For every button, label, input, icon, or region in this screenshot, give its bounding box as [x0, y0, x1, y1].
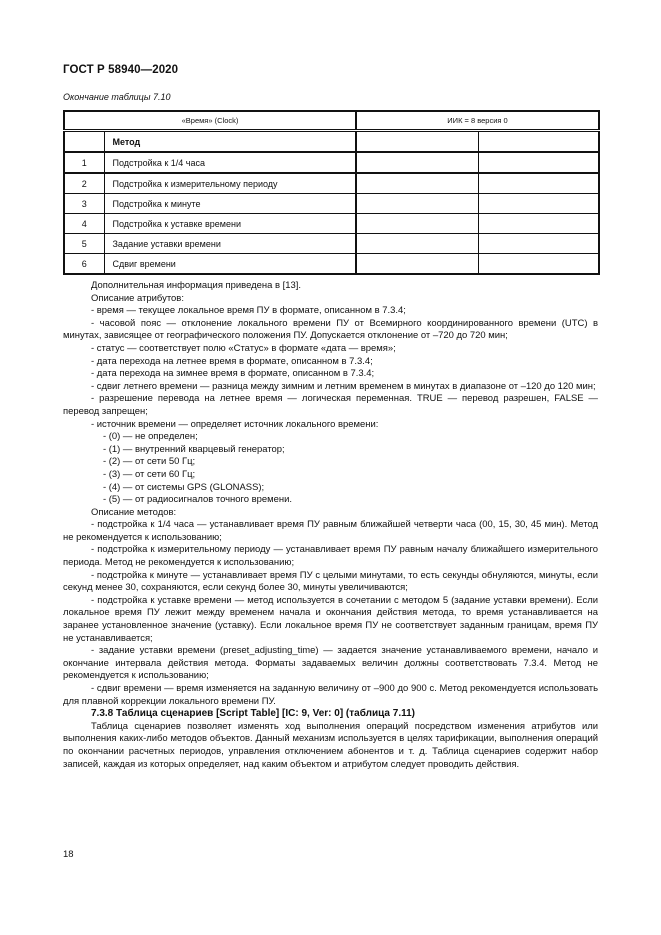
empty-cell — [478, 131, 599, 153]
section-heading: 7.3.8 Таблица сценариев [Script Table] [IC: 9, Ver: 0] (таблица 7.11) — [91, 708, 415, 720]
empty-cell — [478, 254, 599, 275]
row-number: 5 — [64, 234, 104, 254]
empty-cell — [478, 214, 599, 234]
methods-title: Описание методов: — [91, 506, 177, 518]
attribute-item: - источник времени — определяет источник локального времени: — [91, 418, 379, 430]
empty-cell — [356, 254, 478, 275]
source-item: - (0) — не определен; — [103, 431, 198, 443]
empty-cell — [478, 152, 599, 173]
row-method: Подстройка к минуте — [104, 194, 356, 214]
section-paragraph: Таблица сценариев позволяет изменять ход выполнения операций посредством изменения атрибутов или выполнения каких-либо методов объектов. Данный механизм используется в целях тарификации, выполнения операций по окончании расчетных периодов, управления отключением абонентов и т. д. Таблица сценариев содержит набор записей, каждая из которых определяет, над каким объектом и атрибутом следует проводить действия. — [63, 720, 598, 770]
empty-cell — [356, 152, 478, 173]
row-number: 3 — [64, 194, 104, 214]
empty-cell — [356, 194, 478, 214]
method-header-cell: Метод — [104, 131, 356, 153]
empty-cell — [356, 173, 478, 194]
method-item: - подстройка к измерительному периоду — устанавливает время ПУ равным началу ближайшего измерительного периода. Метод не рекомендуется к использованию; — [63, 544, 598, 569]
attribute-item: - разрешение перевода на летнее время — логическая переменная. TRUE — перевод разрешен, FALSE — перевод запрещен; — [63, 393, 598, 417]
method-header-row — [64, 131, 599, 153]
empty-cell — [356, 131, 478, 153]
methods-table — [63, 110, 600, 275]
row-number: 2 — [64, 173, 104, 194]
page-number: 18 — [63, 849, 74, 860]
source-item: - (4) — от системы GPS (GLONASS); — [103, 481, 265, 493]
row-method: Задание уставки времени — [104, 234, 356, 254]
table-row — [64, 173, 599, 194]
method-item: - задание уставки времени (preset_adjusting_time) — задается значение устанавливаемого времени, начало и окончание интервала действия метода. Форматы задаваемых величин должны соответствовать 7.3.4. Метод не рекомендуется к использованию; — [63, 645, 598, 682]
source-item: - (3) — от сети 60 Гц; — [103, 468, 196, 480]
table-row — [64, 194, 599, 214]
attribute-item: - дата перехода на зимнее время в формате, описанном в 7.3.4; — [91, 368, 375, 380]
document-header: ГОСТ Р 58940—2020 — [63, 64, 179, 76]
method-item: - подстройка к 1/4 часа — устанавливает время ПУ равным ближайшей четверти часа (00, 15, 30, 45 мин). Метод не рекомендуется к использованию; — [63, 519, 598, 543]
attribute-item: - дата перехода на летнее время в формате, описанном в 7.3.4; — [91, 355, 373, 367]
attributes-title: Описание атрибутов: — [91, 292, 184, 304]
method-item: - сдвиг времени — время изменяется на заданную величину от –900 до 900 с. Метод рекомендуется использовать для плавной коррекции локального времени ПУ. — [63, 683, 598, 707]
attribute-item: - статус — соответствует полю «Статус» в формате «дата — время»; — [91, 342, 396, 354]
attribute-item: - сдвиг летнего времени — разница между зимним и летним временем в минутах в диапазоне от –120 до 120 мин; — [91, 380, 596, 392]
empty-cell — [356, 234, 478, 254]
attribute-item: - время — текущее локальное время ПУ в формате, описанном в 7.3.4; — [91, 305, 406, 317]
source-item: - (5) — от радиосигналов точного времени. — [103, 494, 292, 506]
row-method: Подстройка к 1/4 часа — [104, 152, 356, 173]
row-number: 6 — [64, 254, 104, 275]
attribute-item: - часовой пояс — отклонение локального времени ПУ от Всемирного координированного времени (UTC) в минутах, зависящее от географического положения ПУ. Допускается отклонение от –720 до 720 мин; — [63, 317, 598, 342]
empty-cell — [478, 234, 599, 254]
empty-cell — [478, 194, 599, 214]
row-method: Подстройка к измерительному периоду — [104, 173, 356, 194]
row-number: 1 — [64, 152, 104, 173]
row-method: Сдвиг времени — [104, 254, 356, 275]
method-item: - подстройка к минуте — устанавливает время ПУ с целыми минутами, то есть секунды обнуляются, минуты, если секунд менее 30, сохраняются, если секунд более 30, минуты увеличиваются; — [63, 569, 598, 594]
body-text — [63, 280, 598, 771]
class-header-cell: «Время» (Clock) — [64, 111, 356, 131]
table-row — [64, 152, 599, 173]
num-header-cell — [64, 131, 104, 153]
source-item: - (2) — от сети 50 Гц; — [103, 456, 196, 468]
method-item: - подстройка к уставке времени — метод используется в сочетании с методом 5 (задание уставки времени). Если локальное время ПУ лежит между временем начала и окончания действия метода, то время устанавливается на заранее установленное значение (уставку). Если локальное время ПУ не соответствует заданным границам, время ПУ не устанавливается; — [63, 594, 598, 644]
empty-cell — [478, 173, 599, 194]
source-item: - (1) — внутренний кварцевый генератор; — [103, 443, 285, 455]
row-method: Подстройка к уставке времени — [104, 214, 356, 234]
paragraph: Дополнительная информация приведена в [13]. — [91, 280, 301, 291]
table-header-row — [64, 111, 599, 131]
table-row — [64, 214, 599, 234]
table-caption: Окончание таблицы 7.10 — [63, 92, 171, 102]
table-row — [64, 234, 599, 254]
iik-header-cell: ИИК = 8 версия 0 — [356, 111, 599, 131]
empty-cell — [356, 214, 478, 234]
row-number: 4 — [64, 214, 104, 234]
table-row — [64, 254, 599, 275]
